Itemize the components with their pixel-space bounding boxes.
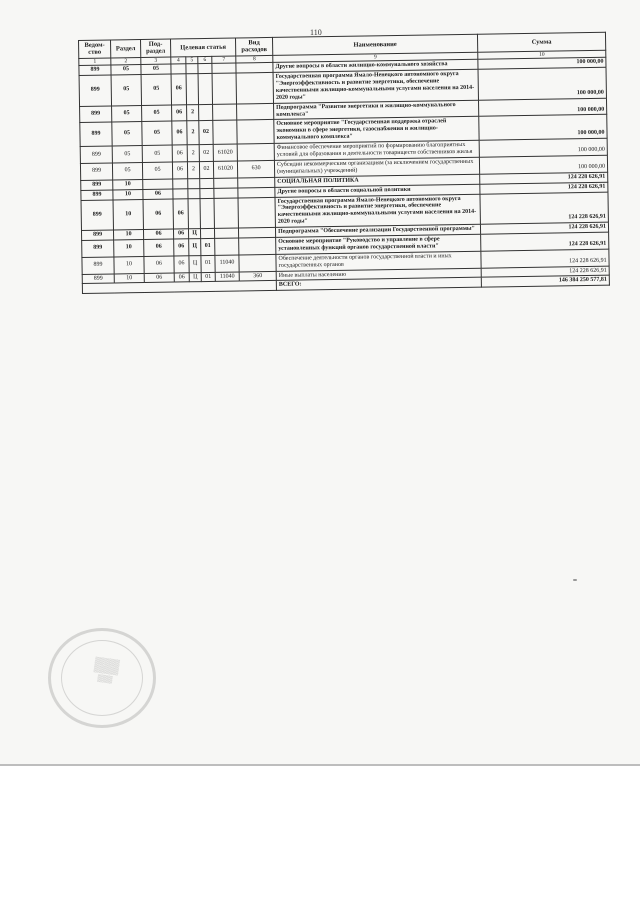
cell-cs-direction	[214, 178, 238, 188]
cell-cs-event	[198, 64, 212, 74]
cell-vid-rashodov	[237, 144, 274, 161]
cell-naimenovanie: Государственная программа Ямало-Ненецкого автономного округа "Энергоэффективность и развитие энергетики, обеспечение качественными жилищно-коммунальными услугами населения на 2014-2020 годы"	[275, 194, 480, 228]
cell-razdel: 10	[113, 179, 143, 189]
col-number: 2	[111, 57, 141, 65]
cell-naimenovanie: Финансовое обеспечение мероприятий по формированию благоприятных условий для образования и деятельности товариществ собственников жилья	[274, 140, 479, 160]
cell-podrazdel: 06	[143, 199, 173, 230]
cell-vid-rashodov	[236, 73, 273, 104]
cell-razdel: 10	[114, 239, 144, 256]
cell-vedomstvo: 899	[81, 230, 113, 240]
cell-cs-program: 06	[173, 229, 188, 239]
cell-cs-subprogram	[188, 178, 200, 188]
cell-cs-subprogram: Ц	[189, 255, 201, 272]
cell-cs-subprogram: 2	[187, 121, 199, 145]
cell-cs-subprogram: Ц	[189, 239, 201, 256]
cell-podrazdel: 06	[143, 189, 173, 199]
header-vid-rashodov: Вид расходов	[236, 37, 273, 56]
cell-naimenovanie: Основное мероприятие "Руководство и управление в сфере установленных функций органов государственной власти"	[276, 234, 481, 254]
cell-podrazdel: 06	[144, 256, 174, 273]
cell-podrazdel: 06	[143, 229, 173, 239]
cell-cs-program: 06	[173, 198, 188, 229]
cell-razdel: 10	[113, 199, 143, 230]
cell-cs-subprogram	[186, 74, 198, 105]
cell-vid-rashodov	[239, 237, 276, 254]
cell-cs-event	[200, 188, 214, 198]
cell-cs-event: 01	[201, 238, 215, 255]
cell-razdel: 10	[113, 230, 143, 240]
cell-cs-subprogram	[188, 198, 200, 229]
cell-cs-direction	[212, 63, 236, 73]
col-number: 4	[171, 57, 186, 65]
header-razdel: Раздел	[111, 40, 141, 58]
cell-summa: 124 228 626,91	[480, 172, 608, 184]
cell-naimenovanie: Основное мероприятие "Государственная поддержка отраслей экономики в сфере энергетики, газоснабжения и жилищно-коммунального комплекса"	[274, 117, 479, 144]
cell-cs-direction	[213, 104, 237, 121]
cell-vedomstvo: 899	[80, 146, 112, 163]
cell-vid-rashodov	[238, 177, 275, 187]
cell-summa: 100 000,00	[479, 98, 607, 117]
cell-cs-program: 06	[174, 256, 189, 273]
cell-naimenovanie: Подпрограмма "Развитие энергетики и жилищно-коммунального комплекса"	[274, 100, 479, 120]
header-naimenovanie: Наименование	[272, 34, 477, 55]
cell-podrazdel: 05	[142, 122, 172, 146]
budget-table-container	[78, 32, 609, 295]
cell-cs-direction	[214, 188, 238, 198]
cell-cs-program: 06	[171, 74, 186, 105]
cell-cs-program: 06	[172, 145, 187, 162]
cell-cs-program: 06	[174, 239, 189, 256]
col-number: 10	[478, 50, 606, 59]
cell-cs-subprogram: 2	[187, 145, 199, 162]
cell-cs-event	[200, 198, 214, 229]
cell-cs-event	[200, 178, 214, 188]
cell-vedomstvo: 899	[80, 163, 112, 180]
cell-cs-subprogram: 2	[187, 104, 199, 121]
header-celevaya-statya: Целевая статья	[170, 38, 235, 57]
header-podrazdel: Под-раздел	[141, 39, 171, 57]
cell-cs-event	[200, 228, 214, 238]
cell-cs-subprogram: 2	[187, 162, 199, 179]
cell-podrazdel: 05	[142, 162, 172, 179]
page-edge	[0, 764, 640, 766]
cell-razdel: 05	[112, 146, 142, 163]
cell-cs-event	[199, 104, 213, 121]
cell-cs-program: 06	[174, 272, 189, 282]
cell-summa: 124 228 626,91	[480, 222, 608, 234]
cell-cs-program: 06	[172, 121, 187, 145]
cell-naimenovanie: Государственная программа Ямало-Ненецкого автономного округа "Энергоэффективность и развитие энергетики, обеспечение качественными жилищно-коммунальными услугами населения на 2014-2020 годы"	[273, 69, 478, 103]
cell-cs-direction	[214, 198, 238, 229]
cell-cs-event: 01	[201, 255, 215, 272]
cell-vedomstvo: 899	[82, 257, 114, 274]
cell-razdel: 05	[111, 75, 141, 106]
cell-cs-program: 06	[172, 162, 187, 179]
cell-razdel: 05	[111, 65, 141, 75]
cell-vid-rashodov	[237, 120, 274, 144]
cell-vedomstvo: 899	[79, 65, 111, 75]
table-body	[79, 57, 609, 283]
scan-mark	[573, 579, 577, 581]
col-number: 1	[79, 58, 111, 66]
cell-cs-subprogram: Ц	[189, 272, 201, 282]
cell-naimenovanie: Иные выплаты населению	[276, 268, 481, 281]
cell-vid-rashodov	[239, 254, 276, 271]
col-number: 8	[236, 55, 273, 63]
stamp-text: ▒▒▒▒▒ ▒▒▒▒▒ ▒▒▒	[93, 657, 121, 684]
cell-podrazdel: 06	[144, 273, 174, 283]
cell-razdel: 10	[114, 256, 144, 273]
cell-cs-subprogram	[186, 64, 198, 74]
total-label: ВСЕГО:	[276, 278, 481, 291]
col-number: 5	[186, 57, 198, 65]
cell-cs-direction	[213, 120, 237, 144]
cell-vedomstvo: 899	[80, 106, 112, 123]
cell-vedomstvo: 899	[81, 190, 113, 200]
cell-cs-program	[173, 188, 188, 198]
cell-summa: 100 000,00	[478, 67, 606, 100]
cell-vid-rashodov	[238, 187, 275, 197]
cell-razdel: 05	[112, 105, 142, 122]
cell-naimenovanie: Другие вопросы в области социальной политики	[275, 184, 480, 197]
cell-cs-event: 02	[199, 121, 213, 145]
cell-vid-rashodov	[236, 63, 273, 73]
cell-cs-program	[173, 179, 188, 189]
cell-summa: 100 000,00	[479, 155, 607, 174]
cell-naimenovanie: Другие вопросы в области жилищно-коммунального хозяйства	[273, 59, 478, 72]
cell-vid-rashodov	[237, 103, 274, 120]
cell-summa: 124 228 626,91	[481, 232, 609, 251]
col-number: 6	[198, 56, 212, 64]
cell-vid-rashodov	[238, 197, 275, 228]
official-stamp	[48, 628, 156, 728]
page-number: 110	[310, 28, 322, 37]
cell-summa: 124 228 626,91	[480, 182, 608, 194]
cell-cs-event: 02	[199, 145, 213, 162]
cell-naimenovanie: Обеспечение деятельности органов государственной власти и иных государственных органов	[276, 251, 481, 271]
cell-summa: 124 228 626,91	[480, 192, 608, 225]
cell-vid-rashodov	[238, 227, 275, 237]
cell-razdel: 05	[112, 122, 142, 146]
cell-vedomstvo: 899	[81, 180, 113, 190]
cell-naimenovanie: СОЦИАЛЬНАЯ ПОЛИТИКА	[275, 174, 480, 187]
cell-podrazdel: 05	[142, 105, 172, 122]
cell-cs-direction: 11040	[215, 255, 239, 272]
cell-summa: 124 228 626,91	[481, 249, 609, 268]
cell-cs-direction: 11040	[215, 272, 239, 282]
cell-vedomstvo: 899	[79, 75, 111, 106]
cell-cs-direction	[214, 228, 238, 238]
cell-cs-direction: 61020	[213, 161, 237, 178]
cell-podrazdel: 05	[141, 64, 171, 74]
cell-podrazdel	[143, 179, 173, 189]
cell-podrazdel: 05	[141, 74, 171, 105]
cell-podrazdel: 05	[142, 145, 172, 162]
header-summa: Сумма	[477, 32, 605, 52]
cell-summa: 100 000,00	[479, 115, 607, 141]
cell-cs-direction: 61020	[213, 144, 237, 161]
col-number: 9	[273, 52, 478, 63]
cell-vedomstvo: 899	[82, 240, 114, 257]
cell-cs-event	[198, 74, 212, 105]
cell-cs-direction	[215, 238, 239, 255]
cell-vid-rashodov: 630	[237, 160, 274, 177]
cell-naimenovanie: Подпрограмма "Обеспечение реализации Государственной программы"	[275, 224, 480, 237]
cell-cs-subprogram: Ц	[188, 229, 200, 239]
cell-cs-program: 06	[172, 105, 187, 122]
cell-summa: 100 000,00	[478, 57, 606, 69]
cell-razdel: 10	[114, 273, 144, 283]
cell-summa: 124 228 626,91	[481, 266, 609, 278]
header-vedomstvo: Ведом-ство	[79, 40, 111, 58]
total-sum: 146 384 250 577,81	[481, 276, 609, 288]
cell-cs-program	[171, 64, 186, 74]
budget-table	[78, 32, 610, 295]
col-number: 7	[212, 56, 236, 64]
cell-cs-event: 02	[199, 161, 213, 178]
cell-razdel: 05	[112, 162, 142, 179]
cell-podrazdel: 06	[144, 239, 174, 256]
cell-cs-event: 01	[201, 272, 215, 282]
cell-vedomstvo: 899	[81, 199, 113, 230]
cell-cs-direction	[212, 73, 236, 104]
cell-razdel: 10	[113, 189, 143, 199]
cell-vid-rashodov: 360	[239, 271, 276, 281]
cell-summa: 100 000,00	[479, 138, 607, 157]
cell-naimenovanie: Субсидии некоммерческим организациям (за исключением государственных (муниципальных) учреждений)	[274, 157, 479, 177]
cell-cs-subprogram	[188, 188, 200, 198]
cell-vedomstvo: 899	[80, 122, 112, 146]
col-number: 3	[141, 57, 171, 65]
cell-vedomstvo: 899	[82, 273, 114, 283]
